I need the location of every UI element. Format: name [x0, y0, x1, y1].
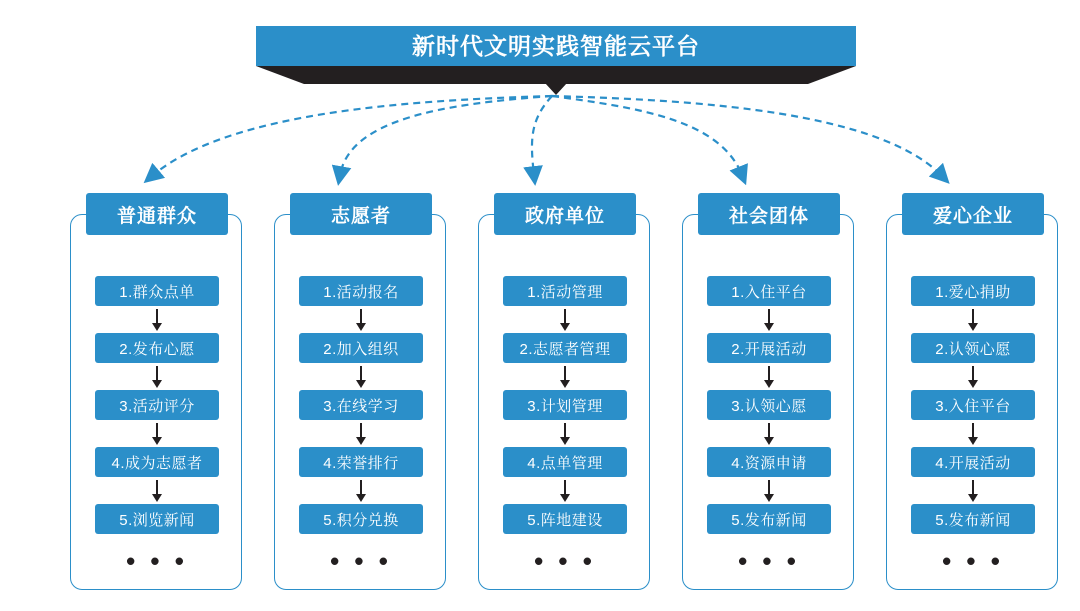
page-title: 新时代文明实践智能云平台 [412, 32, 700, 59]
arrow-down-icon [355, 420, 367, 447]
connector-to-column-4 [552, 96, 742, 175]
arrow-down-icon [151, 363, 163, 390]
arrow-down-icon [559, 420, 571, 447]
arrow-down-icon [967, 420, 979, 447]
column-header-volunteer[interactable]: 志愿者 [290, 193, 432, 235]
arrow-down-icon [559, 306, 571, 333]
list-item[interactable]: 4.成为志愿者 [95, 447, 219, 477]
list-item[interactable]: 3.认领心愿 [707, 390, 831, 420]
list-item[interactable]: 5.阵地建设 [503, 504, 627, 534]
arrow-down-icon [967, 363, 979, 390]
list-item[interactable]: 1.活动报名 [299, 276, 423, 306]
more-indicator: • • • [738, 546, 800, 576]
list-item[interactable]: 2.认领心愿 [911, 333, 1035, 363]
connector-to-column-3 [532, 96, 552, 175]
list-item[interactable]: 4.资源申请 [707, 447, 831, 477]
list-item[interactable]: 5.发布新闻 [707, 504, 831, 534]
column-header-general-public[interactable]: 普通群众 [86, 193, 228, 235]
column-items [478, 276, 652, 576]
arrow-down-icon [355, 306, 367, 333]
arrow-down-icon [355, 363, 367, 390]
list-item[interactable]: 3.计划管理 [503, 390, 627, 420]
more-indicator: • • • [534, 546, 596, 576]
list-item[interactable]: 4.开展活动 [911, 447, 1035, 477]
connector-to-column-1 [152, 96, 552, 176]
list-item[interactable]: 5.发布新闻 [911, 504, 1035, 534]
list-item[interactable]: 4.荣誉排行 [299, 447, 423, 477]
arrow-down-icon [151, 477, 163, 504]
arrow-down-icon [763, 420, 775, 447]
arrow-down-icon [559, 363, 571, 390]
list-item[interactable]: 1.群众点单 [95, 276, 219, 306]
list-item[interactable]: 5.浏览新闻 [95, 504, 219, 534]
title-ribbon [256, 66, 856, 84]
list-item[interactable]: 2.志愿者管理 [503, 333, 627, 363]
title-ribbon-tip-icon [545, 83, 567, 95]
more-indicator: • • • [942, 546, 1004, 576]
column-header-charitable-enterprise[interactable]: 爱心企业 [902, 193, 1044, 235]
column-header-social-group[interactable]: 社会团体 [698, 193, 840, 235]
role-column-charitable-enterprise [886, 193, 1060, 576]
role-column-social-group [682, 193, 856, 576]
arrow-down-icon [559, 477, 571, 504]
arrow-down-icon [355, 477, 367, 504]
list-item[interactable]: 2.开展活动 [707, 333, 831, 363]
column-items [274, 276, 448, 576]
list-item[interactable]: 2.加入组织 [299, 333, 423, 363]
role-column-volunteer [274, 193, 448, 576]
role-columns [0, 193, 1080, 576]
column-items [70, 276, 244, 576]
arrow-down-icon [151, 420, 163, 447]
platform-title-banner [256, 26, 856, 66]
arrow-down-icon [967, 306, 979, 333]
list-item[interactable]: 3.在线学习 [299, 390, 423, 420]
column-header-government-unit[interactable]: 政府单位 [494, 193, 636, 235]
arrow-down-icon [763, 363, 775, 390]
more-indicator: • • • [330, 546, 392, 576]
list-item[interactable]: 2.发布心愿 [95, 333, 219, 363]
arrow-down-icon [763, 306, 775, 333]
list-item[interactable]: 1.爱心捐助 [911, 276, 1035, 306]
column-items [886, 276, 1060, 576]
more-indicator: • • • [126, 546, 188, 576]
column-items [682, 276, 856, 576]
list-item[interactable]: 4.点单管理 [503, 447, 627, 477]
list-item[interactable]: 5.积分兑换 [299, 504, 423, 534]
arrow-down-icon [151, 306, 163, 333]
list-item[interactable]: 1.活动管理 [503, 276, 627, 306]
connector-to-column-5 [552, 96, 942, 176]
list-item[interactable]: 3.活动评分 [95, 390, 219, 420]
connector-to-column-2 [340, 96, 552, 175]
role-column-government-unit [478, 193, 652, 576]
list-item[interactable]: 1.入住平台 [707, 276, 831, 306]
arrow-down-icon [967, 477, 979, 504]
list-item[interactable]: 3.入住平台 [911, 390, 1035, 420]
role-column-general-public [70, 193, 244, 576]
arrow-down-icon [763, 477, 775, 504]
